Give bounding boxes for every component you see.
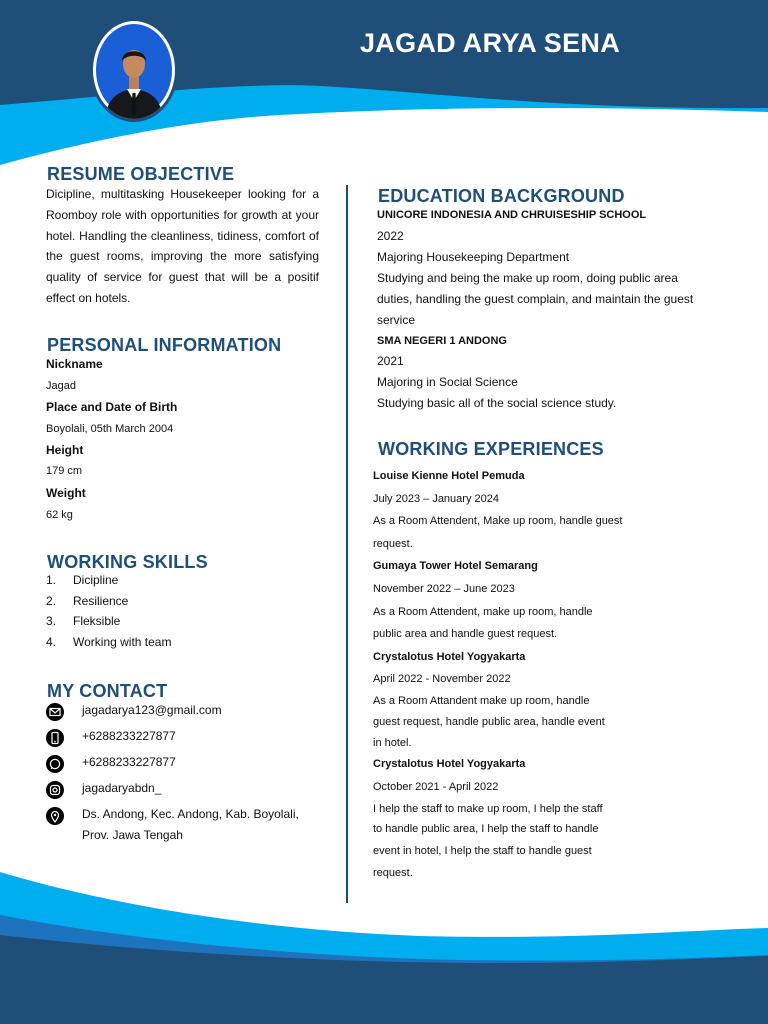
school-description: Studying basic all of the social science study. xyxy=(377,396,617,410)
work-hotel: Crystalotus Hotel Yogyakarta xyxy=(373,758,526,771)
work-hotel: Crystalotus Hotel Yogyakarta xyxy=(373,650,526,663)
work-description-line: request. xyxy=(373,537,413,550)
work-description-line: event in hotel, I help the staff to handle guest xyxy=(373,845,592,858)
height-value: 179 cm xyxy=(46,465,83,477)
email-text[interactable]: jagadarya123@gmail.com xyxy=(82,703,222,717)
person-avatar-icon xyxy=(93,21,175,119)
objective-text: Dicipline, multitasking Housekeeper looking for a Roomboy role with opportunities for growth at your hotel. Handling the cleanliness, tidiness, comfort of the guest rooms, improving the more satisfying quality of service for guest that will be a positif effect on hotels. xyxy=(46,187,319,305)
work-description-line: As a Room Attendent, Make up room, handle guest xyxy=(373,515,623,528)
work-description-line: As a Room Attendent, make up room, handle xyxy=(373,605,593,618)
birth-label: Place and Date of Birth xyxy=(46,400,178,414)
address-line-1: Ds. Andong, Kec. Andong, Kab. Boyolali, xyxy=(82,807,299,821)
list-item xyxy=(46,570,171,591)
instagram-icon xyxy=(46,781,64,799)
work-description-line: As a Room Attandent make up room, handle xyxy=(373,694,590,707)
list-number: 4. xyxy=(46,634,57,649)
skill-label: Fleksible xyxy=(73,614,121,628)
objective-heading: RESUME OBJECTIVE xyxy=(47,164,235,184)
work-description-line: guest request, handle public area, handle event xyxy=(373,715,605,728)
weight-label: Weight xyxy=(46,486,86,500)
skill-label: Dicipline xyxy=(73,573,119,587)
location-pin-icon xyxy=(46,807,64,825)
work-list xyxy=(373,465,653,885)
weight-value: 62 kg xyxy=(46,509,73,521)
work-description-line: request. xyxy=(373,867,413,880)
birth-value: Boyolali, 05th March 2004 xyxy=(46,423,174,435)
candidate-name: JAGAD ARYA SENA xyxy=(359,28,621,58)
school-major: Majoring Housekeeping Department xyxy=(377,250,570,264)
work-hotel: Louise Kienne Hotel Pemuda xyxy=(373,470,525,482)
skills-list xyxy=(46,570,171,652)
address-line-2: Prov. Jawa Tengah xyxy=(82,828,183,842)
education-heading: EDUCATION BACKGROUND xyxy=(378,186,625,206)
work-period: October 2021 - April 2022 xyxy=(373,780,499,793)
work-period: April 2022 - November 2022 xyxy=(373,673,511,686)
whatsapp-icon xyxy=(46,755,64,773)
whatsapp-text[interactable]: +6288233227877 xyxy=(82,755,176,769)
list-item xyxy=(46,611,171,632)
list-number: 2. xyxy=(46,593,57,608)
school-name: SMA NEGERI 1 ANDONG xyxy=(377,335,507,347)
work-period: November 2022 – June 2023 xyxy=(373,582,515,595)
school-year: 2021 xyxy=(377,354,404,368)
instagram-text[interactable]: jagadaryabdn_ xyxy=(82,781,162,795)
contact-heading: MY CONTACT xyxy=(47,681,168,701)
work-description-line: in hotel. xyxy=(373,736,412,749)
work-heading: WORKING EXPERIENCES xyxy=(378,439,604,459)
work-description-line: to handle public area, I help the staff to handle xyxy=(373,823,599,836)
list-number: 3. xyxy=(46,614,57,628)
school-name: UNICORE INDONESIA AND CHRUISESHIP SCHOOL xyxy=(377,209,647,221)
list-item xyxy=(46,632,171,653)
nickname-value: Jagad xyxy=(46,380,76,392)
school-major: Majoring in Social Science xyxy=(377,375,518,389)
height-label: Height xyxy=(46,443,84,457)
skill-label: Working with team xyxy=(73,634,172,649)
personal-heading: PERSONAL INFORMATION xyxy=(47,335,282,355)
list-number: 1. xyxy=(46,573,57,587)
email-icon xyxy=(46,703,64,721)
phone-text[interactable]: +6288233227877 xyxy=(82,729,176,743)
column-divider xyxy=(346,185,348,903)
work-period: July 2023 – January 2024 xyxy=(373,492,499,505)
phone-icon xyxy=(46,729,64,747)
nickname-label: Nickname xyxy=(46,357,103,371)
skills-heading: WORKING SKILLS xyxy=(47,552,208,572)
skill-label: Resilience xyxy=(73,593,129,608)
work-description-line: public area and handle guest request. xyxy=(373,628,558,641)
profile-photo xyxy=(90,18,178,122)
school-year: 2022 xyxy=(377,229,404,243)
work-hotel: Gumaya Tower Hotel Semarang xyxy=(373,560,538,573)
school-description: Studying and being the make up room, doing public area duties, handling the guest complain, and maintain the guest service xyxy=(377,271,694,327)
list-item xyxy=(46,591,171,612)
work-description-line: I help the staff to make up room, I help the staff xyxy=(373,802,603,815)
